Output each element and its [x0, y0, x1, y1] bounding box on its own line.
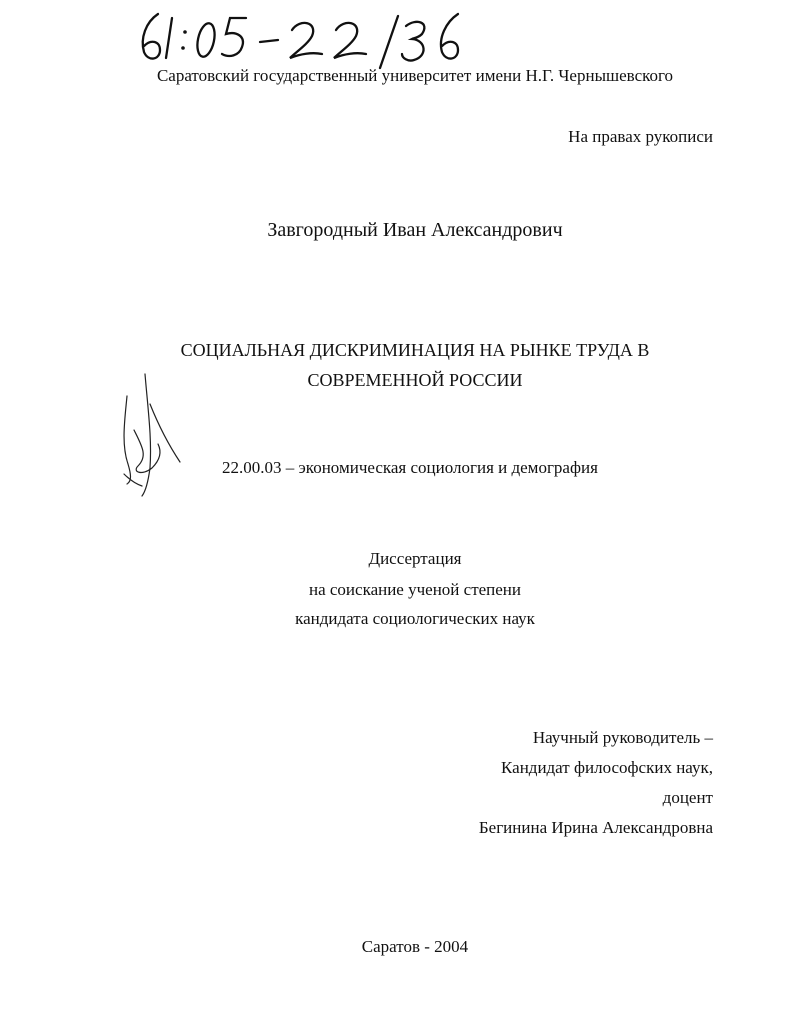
signature [112, 368, 187, 498]
manuscript-rights: На правах рукописи [568, 127, 713, 146]
dissertation-type: Диссертация [368, 549, 462, 568]
title-line-1: СОЦИАЛЬНАЯ ДИСКРИМИНАЦИЯ НА РЫНКЕ ТРУДА В [180, 340, 650, 360]
supervisor-degree: Кандидат философских наук, [501, 758, 713, 777]
supervisor-role: Научный руководитель – [532, 728, 713, 747]
city-year: Саратов - 2004 [361, 937, 469, 956]
supervisor-rank: доцент [662, 788, 713, 807]
specialty-code: 22.00.03 – экономическая социология и демография [222, 458, 598, 477]
university-name: Саратовский государственный университет имени Н.Г. Чернышевского [156, 66, 674, 85]
title-line-2: СОВРЕМЕННОЙ РОССИИ [307, 370, 523, 390]
supervisor-name: Бегинина Ирина Александровна [478, 818, 713, 837]
dissertation-degree: кандидата социологических наук [295, 609, 535, 628]
author-name: Завгородный Иван Александрович [267, 219, 563, 241]
dissertation-purpose: на соискание ученой степени [308, 580, 522, 599]
